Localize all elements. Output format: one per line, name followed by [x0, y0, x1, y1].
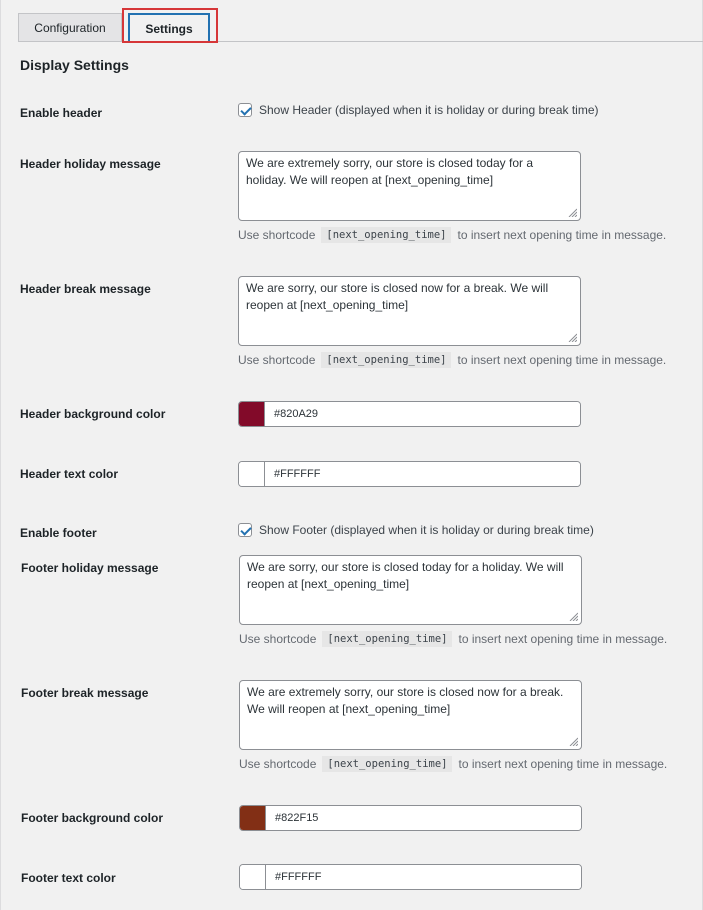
- header-bg-label: Header background color: [20, 407, 166, 421]
- hint-prefix: Use shortcode: [238, 353, 316, 367]
- footer-bg-colorpicker: [239, 805, 582, 831]
- footer-break-hint: [239, 756, 667, 772]
- header-holiday-textarea[interactable]: [238, 151, 581, 221]
- header-text-swatch[interactable]: [239, 462, 265, 486]
- hint-prefix: Use shortcode: [239, 632, 317, 646]
- footer-bg-label: Footer background color: [21, 811, 164, 825]
- footer-text-swatch[interactable]: [240, 865, 266, 889]
- header-bg-swatch[interactable]: [239, 402, 265, 426]
- hint-suffix: to insert next opening time in message.: [458, 757, 668, 771]
- header-break-hint: [238, 352, 666, 368]
- tab-divider: [18, 41, 703, 42]
- enable-header-label: Enable header: [20, 106, 103, 120]
- hint-code: [next_opening_time]: [322, 631, 452, 647]
- resize-grip-icon[interactable]: [567, 207, 577, 217]
- hint-code: [next_opening_time]: [321, 227, 451, 243]
- header-bg-colorpicker: [238, 401, 581, 427]
- footer-bg-swatch[interactable]: [240, 806, 266, 830]
- header-text-label: Header text color: [20, 467, 119, 481]
- header-break-textarea[interactable]: [238, 276, 581, 346]
- footer-holiday-textarea[interactable]: [239, 555, 582, 625]
- resize-grip-icon[interactable]: [567, 332, 577, 342]
- enable-header-row: [238, 103, 599, 117]
- hint-suffix: to insert next opening time in message.: [458, 632, 668, 646]
- footer-text-input[interactable]: [266, 865, 581, 889]
- header-holiday-hint: [238, 227, 666, 243]
- enable-footer-checkbox-label[interactable]: Show Footer (displayed when it is holiday or during break time): [259, 523, 594, 537]
- enable-header-checkbox-label[interactable]: Show Header (displayed when it is holiday or during break time): [259, 103, 599, 117]
- hint-suffix: to insert next opening time in message.: [457, 353, 667, 367]
- tab-configuration[interactable]: [18, 13, 122, 42]
- enable-footer-row: [238, 523, 594, 537]
- tab-settings[interactable]: [128, 13, 210, 43]
- footer-break-textarea[interactable]: [239, 680, 582, 750]
- hint-prefix: Use shortcode: [238, 228, 316, 242]
- tab-settings-label: Settings: [145, 22, 193, 36]
- resize-grip-icon[interactable]: [568, 611, 578, 621]
- footer-holiday-hint: [239, 631, 667, 647]
- footer-text-colorpicker: [239, 864, 582, 890]
- enable-footer-label: Enable footer: [20, 526, 97, 540]
- footer-text-label: Footer text color: [21, 871, 116, 885]
- hint-code: [next_opening_time]: [321, 352, 451, 368]
- hint-code: [next_opening_time]: [322, 756, 452, 772]
- tab-configuration-label: Configuration: [34, 21, 106, 35]
- resize-grip-icon[interactable]: [568, 736, 578, 746]
- hint-prefix: Use shortcode: [239, 757, 317, 771]
- header-text-input[interactable]: [265, 462, 580, 486]
- hint-suffix: to insert next opening time in message.: [457, 228, 667, 242]
- footer-bg-input[interactable]: [266, 806, 581, 830]
- header-holiday-label: Header holiday message: [20, 157, 161, 171]
- header-text-colorpicker: [238, 461, 581, 487]
- header-break-label: Header break message: [20, 282, 151, 296]
- section-title: Display Settings: [20, 57, 129, 73]
- enable-header-checkbox[interactable]: [238, 103, 252, 117]
- enable-footer-checkbox[interactable]: [238, 523, 252, 537]
- footer-break-label: Footer break message: [21, 686, 149, 700]
- footer-holiday-label: Footer holiday message: [21, 561, 159, 575]
- header-bg-input[interactable]: [265, 402, 580, 426]
